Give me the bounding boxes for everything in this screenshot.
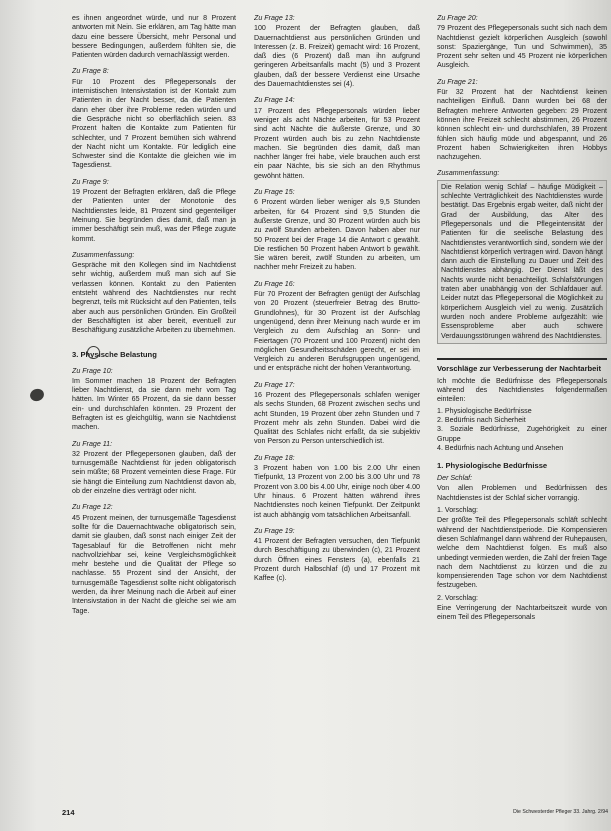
needs-list-item: 3. Soziale Bedürfnisse, Zugehörigkeit zu einer Gruppe <box>437 425 607 443</box>
answer-10: Im Sommer machen 18 Prozent der Befragten lieber Nachtdienst, da sie dann mehr vom Tag hätten. Im Winter 65 Prozent, da sie dann besser ein- und durchschlafen könnten. 29 Prozent der Befragten ist es gleichgültig, wann sie Nachtdienst machen. <box>72 376 236 432</box>
summary-text: Gespräche mit den Kollegen sind im Nachtdienst sehr wichtig, außerdem muß man sich auf Sie verlassen können. Kontakt zu den Patienten entsteht während des Nachtdienstes nur recht begrenzt, teils mit Rücksicht auf den Patienten, teils aber auch aus persönlichen Gründen. Ein Großteil der Beschäftigten ist aber bereit, eventuell zur Beschäftigung zusätzliche Arbeiten zu übernehmen. <box>72 261 236 335</box>
question-heading-19: Zu Frage 19: <box>254 526 295 535</box>
section-divider <box>437 358 607 360</box>
needs-list <box>437 407 607 453</box>
question-heading-21: Zu Frage 21: <box>437 77 478 86</box>
answer-18: 3 Prozent haben von 1.00 bis 2.00 Uhr einen Tiefpunkt, 13 Prozent von 2.00 bis 3.00 Uhr und 78 Prozent von 3.00 bis 4.00 Uhr, einige noch über 4.00 Uhr hinaus. 6 Prozent hätten während ihres Nachtdienstes noch keinen Tiefpunkt. Der Zeitpunkt ist auch abhängig vom tatsächlichen Arbeitsanfall. <box>254 464 420 519</box>
answer-8: Für 10 Prozent des Pflegepersonals der internistischen Intensivstation ist der Kontakt zum Patienten in der Nacht besser, da die Patienten dann eher über ihre Probleme reden würden und die Gespräche nicht so oberflächlich seien. 83 Prozent halten die Kontakte zum Patienten für schlechter, und 7 Prozent bemühen sich während der Nacht nicht um Kontakte. Für lediglich eine Schwester sind die Kontakte die gleichen wie im Tagesdienst. <box>72 77 236 170</box>
page-footer: Die Schwesterder Pfleger 33. Jahrg. 2/94 <box>513 809 608 815</box>
section-heading-physiological: 1. Physiologische Bedürfnisse <box>437 461 548 471</box>
hole-punch-mark <box>28 387 45 403</box>
question-heading-16: Zu Frage 16: <box>254 279 295 288</box>
question-heading-11: Zu Frage 11: <box>72 439 113 448</box>
answer-13: 100 Prozent der Befragten glauben, daß Dauernachtdienst aus persönlichen Gründen und Interessen (z. B. Freizeit) gemacht wird: 16 Prozent, daß dies (6 Prozent) daß man ihn aufgrund geringeren Arbeitsanfalls macht (5) und 3 Prozent glauben, daß der bessere Verdienst eine Ursache des Dauernachtdienstes sei (4). <box>254 24 420 89</box>
question-heading-20: Zu Frage 20: <box>437 14 478 22</box>
question-heading-18: Zu Frage 18: <box>254 453 295 462</box>
question-heading-17: Zu Frage 17: <box>254 380 295 389</box>
summary-heading-right: Zusammenfassung: <box>437 169 500 178</box>
answer-21: Für 32 Prozent hat der Nachtdienst keinen nachteiligen Einfluß. Dann wurden bei 68 der Befragten mehrere Antworten gegeben: 29 Prozent können ihre Freizeit schlecht abstimmen, 26 Prozent können schlecht ein- und durchschlafen, 39 Prozent fühlen sich häufig müde und abgespannt, und 26 Prozent haben Schwierigkeiten ihren Hobbys nachzugehen. <box>437 88 607 162</box>
question-heading-10: Zu Frage 10: <box>72 366 113 375</box>
answer-14: 17 Prozent des Pflegepersonals würden lieber weniger als acht Nächte arbeiten, für 53 Prozent sind acht Nächte die äußerste Grenze, und 30 Prozent würden auch bis zu zehn Nachtdienste machen. Sie begründen dies damit, daß man nachher länger frei habe, viele brauchen auch erst ein paar Nächte, bis sie sich an den Rhythmus gewöhnt hätten. <box>254 106 420 180</box>
question-heading-13: Zu Frage 13: <box>254 14 295 22</box>
proposals-intro: Ich möchte die Bedürfnisse des Pflegepersonals während des Nachtdienstes folgendermaßen einteilen: <box>437 376 607 404</box>
question-heading-8: Zu Frage 8: <box>72 67 109 76</box>
needs-list-item: 4. Bedürfnis nach Achtung und Ansehen <box>437 443 564 452</box>
proposal-1-text: Der größte Teil des Pflegepersonals schläft schlecht während der Nachtdienstperiode. Die Kompensieren diesen Schlafmangel dann während der Ruhepausen, welche dem Nachtdienst folgen. Es muß also unbedingt vermieden werden, die Zahl der freien Tage nach dem Nachtdienst zu kürzen und die zu kompensierenden Tage schon vor dem Nachtdienst festzugeben. <box>437 516 607 590</box>
answer-9: 19 Prozent der Befragten erklären, daß die Pflege der Patienten unter der Monotonie des Nachtdienstes leide, 81 Prozent sind gegenteiliger Meinung. Sie begründen dies damit, daß man ja immer beschäftigt sein muß, was der Pflege zugute kommt. <box>72 188 236 243</box>
needs-list-item: 2. Bedürfnis nach Sicherheit <box>437 415 526 424</box>
answer-16: Für 70 Prozent der Befragten genügt der Aufschlag von 20 Prozent (steuerfreier Betrag des Brutto-Grundlohnes), für 30 Prozent ist der Aufschlag ungenügend, denn ihrer Meinung nach wurde er im Vergleich zu dem Aufschlag an Sonn- und Feiertagen (70 Prozent und 100 Prozent) nicht den möglichen Gesundheitsschäden gerecht, er sei im Vergleich zu anderen Berufsgruppen ungenügend, und er entspräche nicht der hohen Verantwortung. <box>254 290 420 373</box>
needs-list-item: 1. Physiologische Bedürfnisse <box>437 406 532 415</box>
proposal-2-text: Eine Verringerung der Nachtarbeitszeit wurde von einem Teil des Pflegepersonals <box>437 604 607 622</box>
question-heading-15: Zu Frage 15: <box>254 188 295 197</box>
proposal-1-heading: 1. Vorschlag: <box>437 506 479 515</box>
answer-19: 41 Prozent der Befragten versuchen, den Tiefpunkt durch Beschäftigung zu überwinden (c), 21 Prozent durch Öffnen eines Fensters (a), ebenfalls 21 Prozent durch Halbschlaf (d) und 17 Prozent mit Kaffee (c). <box>254 537 420 583</box>
question-heading-9: Zu Frage 9: <box>72 177 109 186</box>
question-heading-14: Zu Frage 14: <box>254 96 295 105</box>
column-right <box>437 14 607 804</box>
paragraph-intro: es ihnen angeordnet würde, und nur 8 Prozent antworten mit Nein. Sie erklären, am Tag hätte man dazu eine bessere Übersicht, mehr Personal und bessere Bedingungen, außerdem fühlten sie, die Patienten würden dadurch vernachlässigt werden. <box>72 14 236 60</box>
proposals-heading: Vorschläge zur Verbesserung der Nachtarbeit <box>437 363 602 373</box>
summary-heading: Zusammenfassung: <box>72 250 135 259</box>
column-middle <box>254 14 420 804</box>
question-heading-12: Zu Frage 12: <box>72 503 113 512</box>
answer-20: 79 Prozent des Pflegepersonals sucht sich nach dem Nachtdienst gezielt körperlichen Ausgleich (sowohl sonst: Spaziergänge, Tun und Schwimmen), 35 Prozent sehr selten und 45 Prozent nie körperlichen Ausgleich. <box>437 24 607 70</box>
sleep-heading: Der Schlaf: <box>437 474 473 483</box>
proposal-2-heading: 2. Vorschlag: <box>437 593 479 602</box>
answer-11: 32 Prozent der Pflegepersonen glauben, daß der turnusgemäße Nachtdienst für jeden obligatorisch sein müßte; 68 Prozent verneinten diese Frage. Für sie hängt die Einteilung zum Nachtdienst davon ab, ob der einzelne dies verträgt oder nicht. <box>72 449 236 496</box>
section-heading-physical: 3. Physische Belastung <box>72 349 157 359</box>
page-number: 214 <box>62 808 75 817</box>
answer-15: 6 Prozent würden lieber weniger als 9,5 Stunden arbeiten, für 64 Prozent sind 9,5 Stunden die äußerste Grenze, und 30 Prozent würden auch bis zu zwölf Stunden arbeiten. Davon haben aber nur 50 Prozent bei der Frage 14 die Antwort c gewählt. Die restlichen 50 Prozent haben Antwort b gewählt. Sie wären bereit, zwölf Stunden zu arbeiten, um nachher mehr Freizeit zu haben. <box>254 198 420 272</box>
summary-box: Die Relation wenig Schlaf – häufige Müdigkeit – schlechte Verträglichkeit des Nachtdienstes wurde bestätigt. Das Ergebnis ergab weiter, daß nicht der Grad der Ausbildung, das Alter des Pflegepersonals und die Pflegeintensität der Patienten für die seelische Belastung des Nachtdienstes verantwortlich sind, sondern wie der Nachtdienst körperlich vertragen wird. Davon hängt dann auch die Einstellung zu Dauer und Zeit des Nachtdienstes abhängig. Der Dienst läßt des Nachts wurde nicht benachteiligt. Schlafstörungen traten aber unabhängig von der Schlafdauer auf. Leider nutzt das Pflegepersonal die Möglichkeit zu körperlichem Ausgleich viel zu wenig. Zusätzlich wurden noch andere Probleme aufgezählt: wie Essensprobleme aber auch schwere Verdauungsstörungen während des Nachtdienstes. <box>437 180 607 344</box>
pen-circle-mark <box>87 346 100 359</box>
answer-17: 16 Prozent des Pflegepersonals schlafen weniger als sechs Stunden, 68 Prozent zwischen sechs und acht Stunden, 19 Prozent über zehn Stunden und 7 Prozent mehr als zehn Stunden. Dabei wird die Qualität des Schlafes nicht erfaßt, da sie subjektiv von Person zu Person unterschiedlich ist. <box>254 390 420 446</box>
column-left <box>72 14 236 804</box>
answer-12: 45 Prozent meinen, der turnusgemäße Tagesdienst sollte für die Dauernachtwache obligatorisch sein, damit sie glauben, daß sonst nach einiger Zeit der Tagesablauf für die Betroffenen nicht mehr nachvollziehbar sei, keine Vergleichsmöglichkeit mehr bestehe und die Qualität der Pflege so nachlasse. 55 Prozent sind der Ansicht, der turnusgemäße Tagesdienst sollte nicht obligatorisch werden, da ihrer Meinung nach die Arbeit auf einer Intensivstation in der Nacht die gleiche sei wie am Tage. <box>72 513 236 615</box>
sleep-text: Von allen Problemen und Bedürfnissen des Nachtdienstes ist der Schlaf sicher vorrangig. <box>437 484 607 502</box>
